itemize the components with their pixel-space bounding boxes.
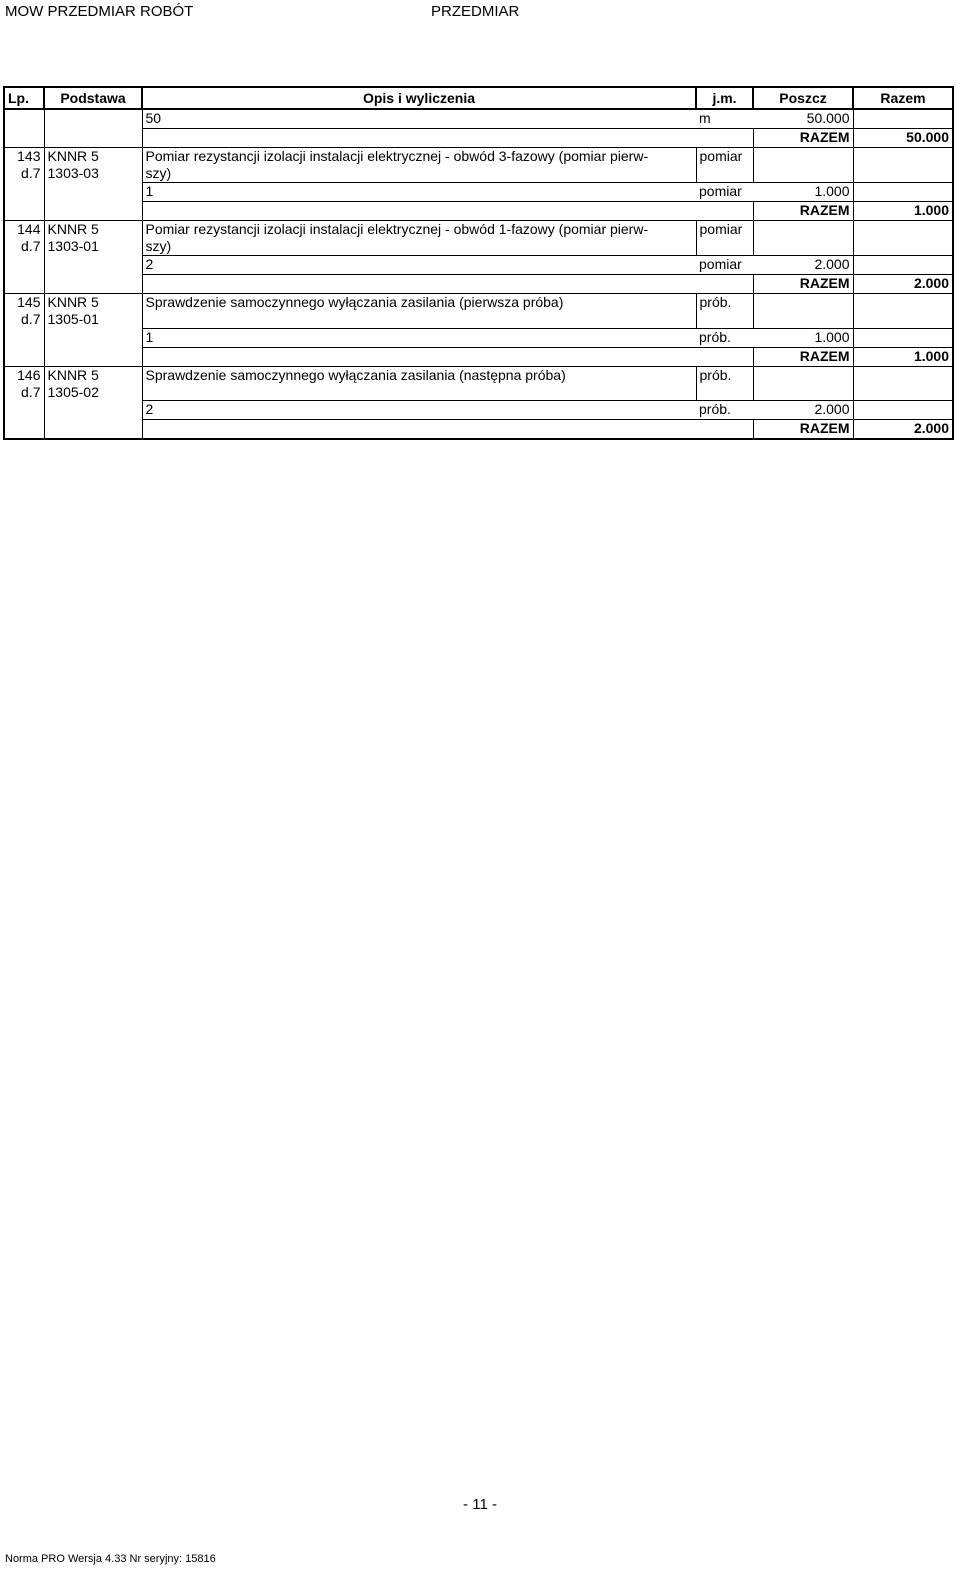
calc-value: 2: [142, 256, 696, 275]
calc-unit: prób.: [696, 401, 753, 420]
column-header-poszcz: Poszcz: [753, 87, 853, 109]
razem-value: 1.000: [853, 347, 953, 366]
razem-value: 50.000: [853, 129, 953, 148]
item-description: Pomiar rezystancji izolacji instalacji elektrycznej - obwód 3-fazowy (pomiar pierw- szy): [142, 148, 696, 183]
item-description: Sprawdzenie samoczynnego wyłączania zasilania (pierwsza próba): [142, 294, 696, 329]
poszcz-value: 2.000: [753, 256, 853, 275]
item-lp: 144 d.7: [4, 221, 44, 256]
column-header-lp: Lp.: [4, 87, 44, 109]
poszcz-value: 1.000: [753, 183, 853, 202]
razem-value: 2.000: [853, 275, 953, 294]
table-row: [4, 366, 953, 401]
table-body: [4, 109, 953, 439]
calc-unit: m: [696, 109, 753, 129]
item-base: KNNR 5 1305-02: [44, 366, 142, 401]
table-row: [4, 256, 953, 275]
razem-value: 2.000: [853, 420, 953, 440]
item-unit: pomiar: [696, 148, 753, 183]
calc-value: 2: [142, 401, 696, 420]
item-base: KNNR 5 1305-01: [44, 294, 142, 329]
calc-unit: pomiar: [696, 183, 753, 202]
table-row: [4, 275, 953, 294]
item-lp: 145 d.7: [4, 294, 44, 329]
footer-text: Norma PRO Wersja 4.33 Nr seryjny: 15816: [5, 1553, 216, 1565]
item-description: Sprawdzenie samoczynnego wyłączania zasilania (następna próba): [142, 366, 696, 401]
item-lp: 146 d.7: [4, 366, 44, 401]
razem-value: 1.000: [853, 202, 953, 221]
item-description: Pomiar rezystancji izolacji instalacji elektrycznej - obwód 1-fazowy (pomiar pierw- szy): [142, 221, 696, 256]
razem-label: RAZEM: [753, 202, 853, 221]
przedmiar-table: [3, 86, 954, 440]
poszcz-value: 50.000: [753, 109, 853, 129]
table-row: [4, 347, 953, 366]
calc-unit: pomiar: [696, 256, 753, 275]
column-header-opis: Opis i wyliczenia: [142, 87, 696, 109]
item-lp: 143 d.7: [4, 148, 44, 183]
razem-label: RAZEM: [753, 129, 853, 148]
column-header-podstawa: Podstawa: [44, 87, 142, 109]
item-unit: prób.: [696, 366, 753, 401]
table-row: [4, 401, 953, 420]
razem-label: RAZEM: [753, 275, 853, 294]
table-row: [4, 109, 953, 129]
razem-label: RAZEM: [753, 420, 853, 440]
table-row: [4, 183, 953, 202]
page-number: - 11 -: [463, 1496, 497, 1513]
table-row: [4, 328, 953, 347]
poszcz-value: 2.000: [753, 401, 853, 420]
calc-value: 1: [142, 183, 696, 202]
item-unit: prób.: [696, 294, 753, 329]
table-row: [4, 221, 953, 256]
item-unit: pomiar: [696, 221, 753, 256]
table-header-row: [4, 87, 953, 109]
razem-label: RAZEM: [753, 347, 853, 366]
page-header: [5, 3, 520, 20]
item-base: KNNR 5 1303-03: [44, 148, 142, 183]
section-title: PRZEDMIAR: [431, 3, 520, 20]
document-title: MOW PRZEDMIAR ROBÓT: [5, 3, 194, 20]
calc-value: 50: [142, 109, 696, 129]
item-base: KNNR 5 1303-01: [44, 221, 142, 256]
column-header-jm: j.m.: [696, 87, 753, 109]
table-row: [4, 420, 953, 440]
table-row: [4, 129, 953, 148]
table-row: [4, 202, 953, 221]
calc-unit: prób.: [696, 328, 753, 347]
table-row: [4, 148, 953, 183]
column-header-razem: Razem: [853, 87, 953, 109]
table-row: [4, 294, 953, 329]
calc-value: 1: [142, 328, 696, 347]
poszcz-value: 1.000: [753, 328, 853, 347]
